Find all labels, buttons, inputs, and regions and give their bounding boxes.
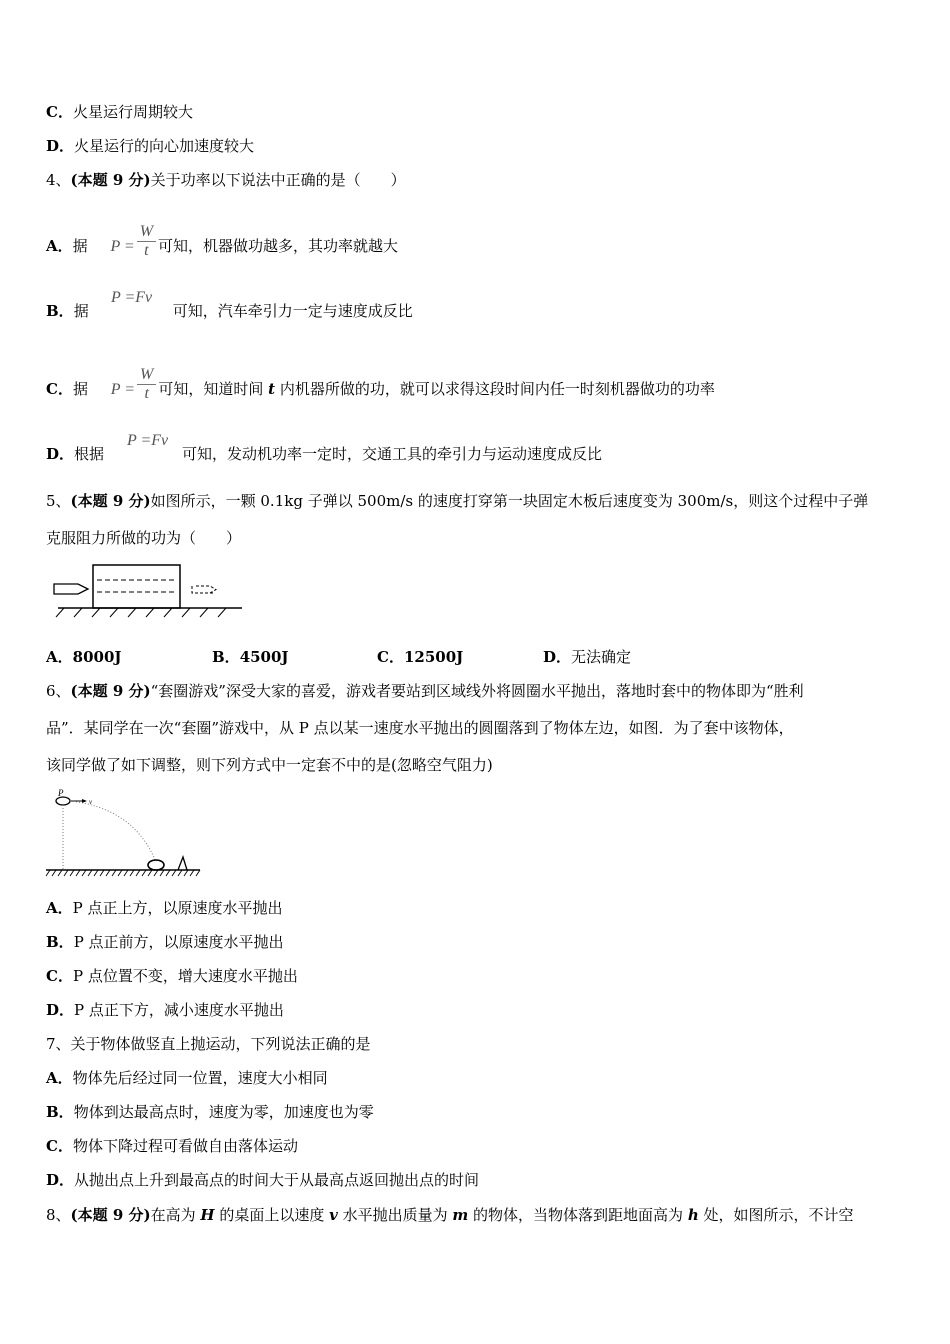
question-text: 水平抛出质量为 bbox=[337, 1206, 453, 1224]
fraction-numerator: W bbox=[137, 223, 156, 242]
option-label: C． bbox=[46, 103, 73, 121]
option-label: D． bbox=[543, 648, 572, 666]
option-label: D． bbox=[46, 445, 75, 463]
fraction bbox=[137, 366, 156, 403]
question-text: 的桌面上以速度 bbox=[214, 1206, 330, 1224]
option-text: 火星运行的向心加速度较大 bbox=[74, 137, 255, 155]
fraction-denominator: t bbox=[144, 242, 149, 259]
landed-ring-icon bbox=[148, 860, 164, 870]
variable-m: m bbox=[452, 1206, 469, 1224]
question-7-option-b bbox=[46, 1102, 374, 1122]
power-formula-fv: P =Fv bbox=[111, 289, 153, 306]
option-label: C． bbox=[46, 380, 73, 399]
question-5-stem-line2: 克服阻力所做的功为（ ） bbox=[46, 529, 242, 547]
option-label: D． bbox=[46, 1001, 75, 1019]
question-7-stem bbox=[46, 1034, 371, 1054]
option-label: B． bbox=[212, 648, 240, 666]
question-number: 7、 bbox=[46, 1035, 71, 1053]
option-label: C． bbox=[377, 648, 404, 666]
question-5-options bbox=[46, 647, 906, 667]
question-points: (本题 9 分) bbox=[70, 492, 151, 510]
question-5-stem-line1 bbox=[46, 491, 868, 511]
fraction-denominator: t bbox=[144, 385, 149, 402]
option-d-mars-acceleration bbox=[46, 136, 254, 156]
formula-p-eq: P = bbox=[110, 381, 136, 399]
option-text: 火星运行周期较大 bbox=[72, 103, 193, 121]
option-label: A． bbox=[46, 899, 73, 917]
fraction bbox=[137, 223, 156, 260]
ring-toss-figure bbox=[44, 786, 204, 878]
option-label: B． bbox=[46, 1103, 74, 1121]
wood-board bbox=[93, 565, 180, 608]
question-number: 5、 bbox=[46, 492, 71, 510]
ring-icon bbox=[56, 797, 70, 805]
target-object-icon bbox=[178, 857, 187, 870]
q5-option-d bbox=[543, 647, 631, 667]
option-label: C． bbox=[46, 967, 73, 985]
option-text: 可知，机器做功越多，其功率就越大 bbox=[158, 237, 399, 256]
option-c-mars-period bbox=[46, 102, 193, 122]
formula-p-eq: P = bbox=[110, 238, 135, 256]
power-formula-w-over-t bbox=[110, 223, 158, 259]
option-label: C． bbox=[46, 1137, 73, 1155]
question-8-stem bbox=[46, 1205, 854, 1225]
question-6-stem-line1 bbox=[46, 681, 804, 701]
power-formula-fv: P =Fv bbox=[127, 432, 169, 449]
question-text: 关于物体做竖直上抛运动，下列说法正确的是 bbox=[70, 1035, 371, 1053]
fraction-numerator: W bbox=[137, 366, 156, 385]
option-text: P 点正下方，减小速度水平抛出 bbox=[74, 1001, 284, 1019]
question-text: 处，如图所示，不计空 bbox=[698, 1206, 854, 1224]
question-text: 如图所示，一颗 0.1kg 子弹以 500m/s 的速度打穿第一块固定木板后速度变为 300m/s，则这个过程中子弹 bbox=[150, 492, 869, 510]
option-pre-text: 据 bbox=[73, 302, 89, 320]
variable-h: h bbox=[687, 1206, 699, 1224]
question-points: (本题 9 分) bbox=[70, 682, 151, 700]
option-text: 从抛出点上升到最高点的时间大于从最高点返回抛出点的时间 bbox=[74, 1171, 480, 1189]
velocity-label: v bbox=[89, 798, 93, 806]
trajectory-curve bbox=[70, 801, 156, 862]
option-text: 8000J bbox=[72, 648, 122, 666]
question-4-option-c bbox=[46, 366, 715, 409]
option-label: B． bbox=[46, 302, 74, 320]
variable-H: H bbox=[200, 1206, 215, 1224]
question-4-option-d bbox=[46, 444, 602, 464]
option-text-part1: 可知，知道时间 bbox=[158, 380, 269, 399]
option-text: 可知，发动机功率一定时，交通工具的牵引力与运动速度成反比 bbox=[182, 445, 603, 463]
option-label: A． bbox=[46, 237, 73, 256]
option-text: 4500J bbox=[239, 648, 289, 666]
option-text: P 点正上方，以原速度水平抛出 bbox=[72, 899, 283, 917]
q5-option-b bbox=[212, 647, 289, 667]
question-7-option-d bbox=[46, 1170, 479, 1190]
bullet-icon bbox=[54, 584, 88, 594]
question-6-option-a bbox=[46, 898, 283, 918]
question-number: 4、 bbox=[46, 171, 71, 189]
ground-hatching bbox=[56, 608, 226, 617]
ground-hatching bbox=[46, 870, 200, 876]
option-label: A． bbox=[46, 648, 73, 666]
option-text: P 点正前方，以原速度水平抛出 bbox=[73, 933, 284, 951]
power-formula-w-over-t bbox=[110, 366, 159, 402]
option-text: 12500J bbox=[403, 648, 464, 666]
question-4-option-a bbox=[46, 223, 399, 266]
option-label: D． bbox=[46, 1171, 75, 1189]
variable-t: t bbox=[268, 380, 276, 399]
bullet-board-figure bbox=[50, 560, 250, 622]
option-pre-text: 据 bbox=[72, 237, 88, 256]
question-6-stem-line3: 该同学做了如下调整，则下列方式中一定套不中的是(忽略空气阻力) bbox=[46, 756, 493, 774]
exiting-bullet-icon bbox=[192, 586, 216, 593]
question-4-stem bbox=[46, 170, 406, 190]
variable-v: v bbox=[329, 1206, 338, 1224]
question-text: 在高为 bbox=[150, 1206, 201, 1224]
option-text: 可知，汽车牵引力一定与速度成反比 bbox=[172, 302, 413, 320]
question-points: (本题 9 分) bbox=[70, 171, 151, 189]
question-6-option-d bbox=[46, 1000, 284, 1020]
option-text: 物体下降过程可看做自由落体运动 bbox=[72, 1137, 298, 1155]
question-7-option-a bbox=[46, 1068, 328, 1088]
point-p-label: P bbox=[58, 788, 64, 798]
question-6-stem-line2: 品”．某同学在一次“套圈”游戏中，从 P 点以某一速度水平抛出的圆圈落到了物体左边，如图．为了套中该物体， bbox=[46, 719, 794, 737]
question-6-option-b bbox=[46, 932, 284, 952]
question-7-option-c bbox=[46, 1136, 298, 1156]
option-text: 无法确定 bbox=[571, 648, 632, 666]
option-text-part2: 内机器所做的功，就可以求得这段时间内任一时刻机器做功的功率 bbox=[275, 380, 715, 399]
q5-option-c bbox=[377, 647, 463, 667]
option-pre-text: 据 bbox=[72, 380, 88, 399]
question-text: “套圈游戏”深受大家的喜爱，游戏者要站到区域线外将圆圈水平抛出，落地时套中的物体即为“胜利 bbox=[150, 682, 804, 700]
option-label: D． bbox=[46, 137, 75, 155]
option-text: 物体到达最高点时，速度为零，加速度也为零 bbox=[73, 1103, 374, 1121]
question-6-option-c bbox=[46, 966, 298, 986]
question-number: 6、 bbox=[46, 682, 71, 700]
question-points: (本题 9 分) bbox=[70, 1206, 151, 1224]
q5-option-a bbox=[46, 647, 122, 667]
option-label: A． bbox=[46, 1069, 73, 1087]
option-label: B． bbox=[46, 933, 74, 951]
option-pre-text: 根据 bbox=[74, 445, 105, 463]
question-number: 8、 bbox=[46, 1206, 71, 1224]
arrow-head bbox=[82, 799, 87, 803]
question-4-option-b bbox=[46, 301, 413, 321]
option-text: 物体先后经过同一位置，速度大小相同 bbox=[72, 1069, 328, 1087]
question-text: 关于功率以下说法中正确的是（ ） bbox=[150, 171, 406, 189]
option-text: P 点位置不变，增大速度水平抛出 bbox=[72, 967, 298, 985]
question-text: 的物体，当物体落到距地面高为 bbox=[468, 1206, 688, 1224]
